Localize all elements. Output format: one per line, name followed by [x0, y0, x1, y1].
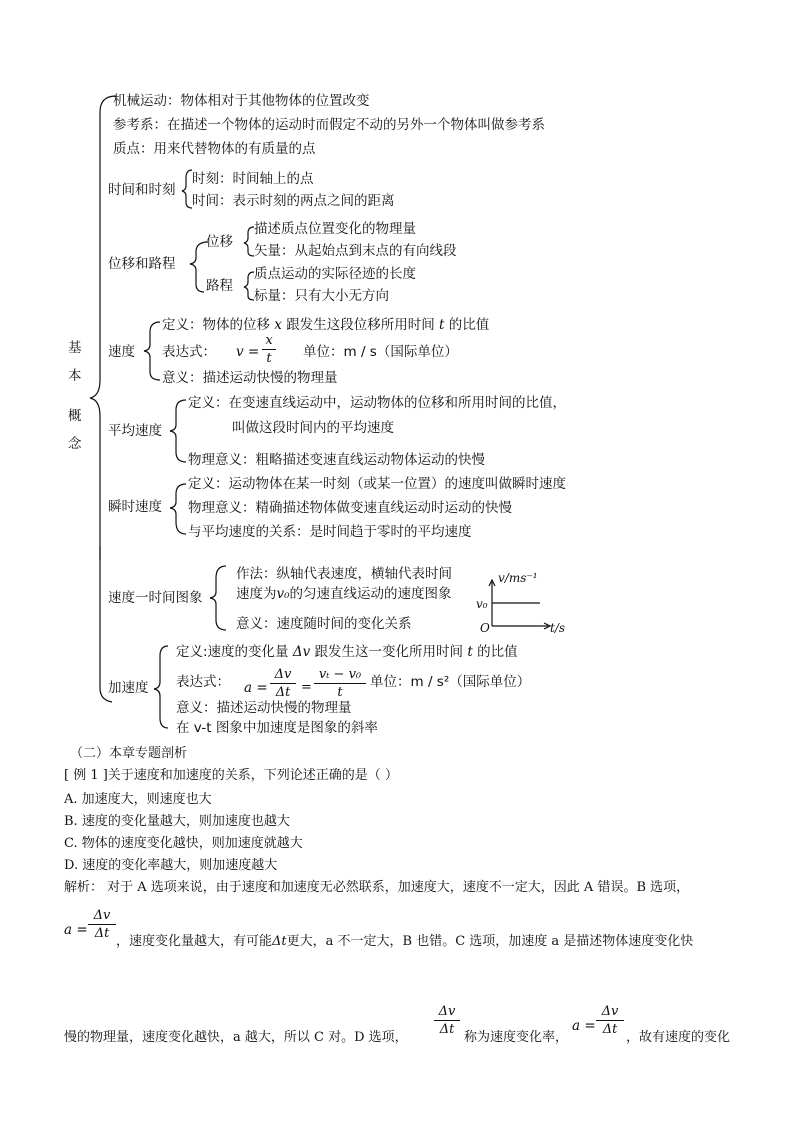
- velocity-frac-den: t: [266, 351, 272, 366]
- analysis-line2-dt: Δt: [272, 934, 287, 949]
- velocity-formula-lhs: v =: [236, 344, 260, 360]
- velocity-def-x: x: [274, 317, 282, 333]
- disp-path-label: 位移和路程: [108, 256, 176, 272]
- analysis-line2b: 更大，a 不一定大，B 也错。C 选项，加速度 a 是描述物体速度变化快: [286, 934, 694, 949]
- velocity-def: [162, 317, 489, 333]
- acc-slope: 在 v-t 图象中加速度是图象的斜率: [176, 720, 378, 736]
- acc-def-dv: Δv: [292, 644, 311, 660]
- analysis-a-eq-2: a =: [572, 1018, 596, 1034]
- vt-v0: v₀: [476, 597, 488, 611]
- inst-velocity-label: 瞬时速度: [108, 499, 162, 515]
- option-c: C. 物体的速度变化越快，则加速度就越大: [64, 836, 303, 851]
- velocity-label: 速度: [108, 344, 135, 360]
- acc-formula-frac1: [270, 667, 296, 700]
- analysis-line3b: 称为速度变化率，: [464, 1030, 569, 1045]
- section-heading: （二）本章专题剖析: [70, 746, 188, 761]
- vt-axis-x-label: t/s: [550, 621, 566, 635]
- vt-uniform-prefix: 速度为: [236, 586, 277, 602]
- analysis-a-eq: a =: [64, 922, 88, 938]
- analysis-line3a: 慢的物理量，速度变化越快，a 越大，所以 C 对。D 选项，: [64, 1030, 408, 1045]
- analysis-frac-3-den: Δt: [602, 1022, 618, 1037]
- root-char-2: 本: [68, 368, 82, 384]
- root-char-4: 念: [68, 436, 82, 452]
- example-stem: [ 例 1 ]关于速度和加速度的关系，下列论述正确的是（ ）: [64, 768, 398, 783]
- avg-velocity-label: 平均速度: [108, 423, 162, 439]
- analysis-frac-1: [88, 908, 116, 941]
- time-label: 时间和时刻: [108, 182, 176, 198]
- vt-graph: [489, 580, 550, 629]
- particle: 质点：用来代替物体的有质量的点: [113, 141, 316, 157]
- vt-axis-y-label: v/ms⁻¹: [498, 571, 538, 585]
- acc-unit: 单位：m / s²（国际单位）: [370, 674, 531, 690]
- reference-frame: 参考系：在描述一个物体的运动时而假定不动的另外一个物体叫做参考系: [113, 117, 545, 133]
- velocity-formula-frac: [262, 333, 276, 366]
- disp-brace: [244, 227, 254, 256]
- analysis-frac-2: [434, 1004, 460, 1037]
- disp-def: 描述质点位置变化的物理量: [254, 221, 416, 237]
- path-scalar: 标量：只有大小无方向: [254, 288, 389, 304]
- acc-def-suffix: 的比值: [477, 644, 518, 660]
- analysis-frac-1-num: Δv: [93, 908, 111, 923]
- acc-def: [176, 644, 518, 660]
- inst-velocity-meaning: 物理意义：精确描述物体做变速直线运动时运动的快慢: [188, 500, 512, 516]
- acc-label: 加速度: [108, 680, 149, 696]
- velocity-meaning: 意义：描述运动快慢的物理量: [162, 370, 338, 386]
- path-label: 路程: [206, 278, 233, 294]
- acc-brace: [154, 646, 168, 728]
- velocity-brace: [144, 322, 160, 380]
- vt-uniform-suffix: 的匀速直线运动的速度图象: [289, 586, 452, 602]
- option-a: A. 加速度大，则速度也大: [64, 792, 212, 807]
- acc-def-t: t: [467, 644, 473, 660]
- acc-formula-lhs: a =: [244, 680, 268, 696]
- analysis-line2a: ，速度变化量越大，有可能: [116, 934, 273, 949]
- avg-velocity-def1: 定义：在变速直线运动中，运动物体的位移和所用时间的比值，: [188, 395, 566, 411]
- vt-brace: [210, 566, 226, 630]
- root-char-3: 概: [68, 408, 82, 424]
- time-brace: [182, 170, 192, 208]
- avg-velocity-def2: 叫做这段时间内的平均速度: [232, 420, 394, 436]
- time-moment: 时刻：时间轴上的点: [192, 171, 314, 187]
- path-brace: [244, 272, 254, 300]
- velocity-def-middle: 跟发生这段位移所用时间: [286, 317, 435, 333]
- disp-label: 位移: [206, 234, 233, 250]
- analysis-line1: 解析： 对于 A 选项来说，由于速度和加速度无必然联系，加速度大，速度不一定大，因此 A 错误。B 选项，: [64, 880, 690, 895]
- analysis-frac-2-num: Δv: [438, 1004, 456, 1019]
- vt-meaning: 意义：速度随时间的变化关系: [236, 616, 412, 632]
- acc-def-middle: 跟发生这一变化所用时间: [314, 644, 464, 660]
- vt-uniform: [236, 586, 452, 602]
- analysis-frac-1-den: Δt: [94, 926, 110, 941]
- mechanical-motion: 机械运动：物体相对于其他物体的位置改变: [113, 93, 370, 109]
- velocity-def-prefix: 定义：物体的位移: [162, 317, 270, 333]
- avg-velocity-brace: [170, 400, 186, 462]
- velocity-frac-num: x: [265, 333, 273, 348]
- acc-frac2-den: t: [337, 685, 343, 700]
- analysis-frac-3: [596, 1004, 624, 1037]
- velocity-unit: 单位：m / s（国际单位）: [303, 344, 458, 360]
- option-d: D. 速度的变化率越大，则加速度越大: [64, 858, 278, 873]
- acc-formula-eq: =: [301, 680, 312, 695]
- velocity-expr-label: 表达式：: [162, 344, 216, 360]
- inst-velocity-relation: 与平均速度的关系：是时间趋于零时的平均速度: [188, 524, 472, 540]
- analysis-frac-3-num: Δv: [601, 1004, 619, 1019]
- acc-formula-frac2: [314, 667, 366, 700]
- root-char-1: 基: [68, 340, 82, 356]
- vt-uniform-var: v₀: [276, 586, 290, 602]
- vt-label: 速度一时间图象: [108, 590, 203, 606]
- inst-velocity-brace: [170, 484, 186, 534]
- velocity-def-suffix: 的比值: [448, 317, 490, 333]
- disp-vector: 矢量：从起始点到末点的有向线段: [254, 243, 457, 259]
- option-b: B. 速度的变化量越大，则加速度也越大: [64, 814, 290, 829]
- acc-expr-label: 表达式：: [176, 674, 230, 690]
- path-def: 质点运动的实际径迹的长度: [254, 266, 416, 282]
- vt-origin: O: [480, 621, 490, 635]
- time-interval: 时间：表示时刻的两点之间的距离: [192, 193, 395, 209]
- velocity-def-t: t: [439, 317, 445, 333]
- analysis-frac-2-den: Δt: [439, 1022, 455, 1037]
- acc-meaning: 意义：描述运动快慢的物理量: [176, 700, 352, 716]
- inst-velocity-def: 定义：运动物体在某一时刻（或某一位置）的速度叫做瞬时速度: [188, 476, 566, 492]
- acc-frac1-den: Δt: [275, 685, 291, 700]
- avg-velocity-meaning: 物理意义：粗略描述变速直线运动物体运动的快慢: [188, 452, 485, 468]
- analysis-line2: [116, 934, 693, 950]
- acc-def-prefix: 定义:速度的变化量: [176, 644, 289, 660]
- analysis-line3c: ，故有速度的变化: [626, 1030, 731, 1045]
- vt-method: 作法：纵轴代表速度，横轴代表时间: [236, 566, 452, 582]
- acc-frac2-num: vₜ − v₀: [318, 667, 362, 682]
- acc-frac1-num: Δv: [274, 667, 292, 682]
